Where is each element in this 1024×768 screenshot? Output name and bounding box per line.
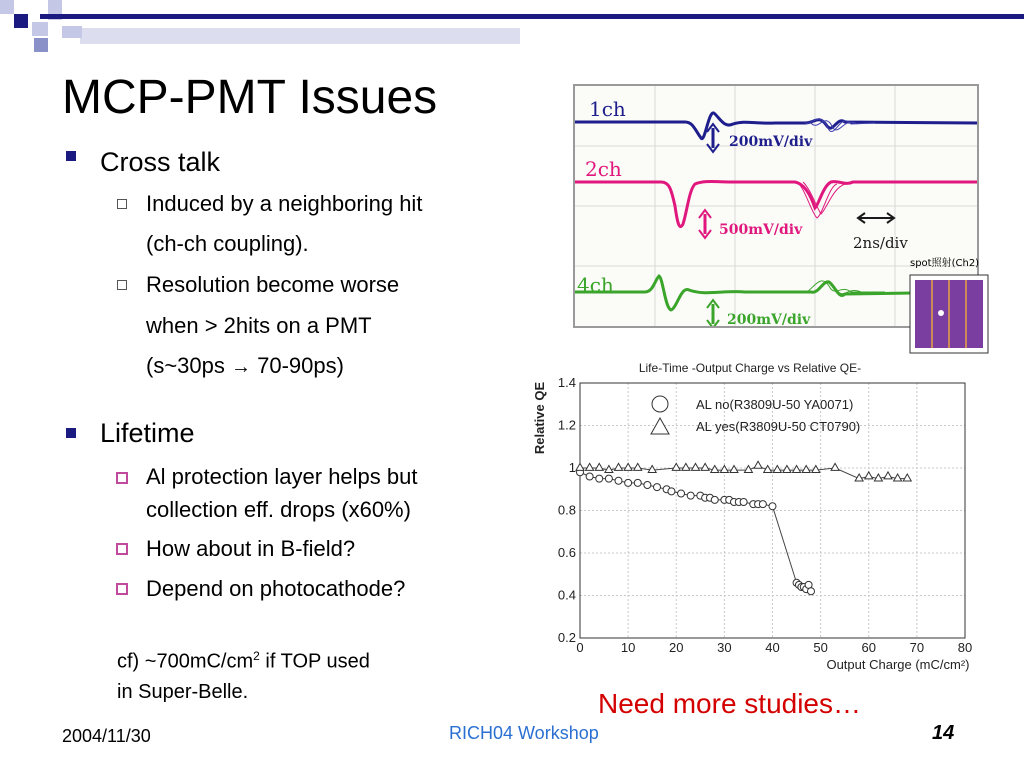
data-point-circle — [605, 475, 612, 482]
x-tick-label: 60 — [861, 640, 876, 655]
data-point-circle — [615, 477, 622, 484]
page-number: 14 — [932, 722, 955, 744]
data-point-triangle — [605, 465, 613, 472]
pink-square-bullet-icon — [116, 543, 128, 555]
data-point-triangle — [692, 463, 700, 470]
sub-bullet: Al protection layer helps but — [62, 461, 512, 493]
y-tick-label: 1.4 — [557, 375, 576, 390]
qe-lifetime-chart — [520, 358, 980, 678]
bullet-cross-talk: Cross talk — [62, 140, 512, 184]
x-axis-label: Output Charge (mC/cm²) — [826, 657, 970, 672]
data-point-triangle — [754, 461, 762, 468]
chart-series — [576, 461, 911, 595]
y-tick-label: 0.4 — [557, 587, 576, 603]
data-point-triangle — [874, 474, 882, 481]
y-tick-label: 1.2 — [557, 417, 576, 433]
data-point-triangle — [720, 465, 728, 472]
bullet-list — [62, 140, 512, 609]
x-tick-label: 30 — [717, 640, 732, 655]
data-point-triangle — [903, 474, 911, 481]
pink-square-bullet-icon — [116, 472, 128, 484]
channel-label: 4ch — [577, 273, 614, 297]
hollow-square-bullet-icon — [117, 280, 127, 290]
scale-arrow-2ch — [699, 210, 711, 238]
data-point-triangle — [894, 474, 902, 481]
data-point-triangle — [793, 465, 801, 472]
footnote: cf) $\sim 700mC/cm^2$ if TOP used in Super-Belle. — [117, 649, 370, 703]
data-point-circle — [644, 482, 651, 489]
x-tick-label: 40 — [765, 640, 780, 655]
data-point-circle — [808, 588, 815, 595]
chart-legend — [651, 396, 860, 434]
y-axis-label: Relative QE — [532, 381, 547, 455]
scale-arrow-4ch — [707, 300, 719, 326]
channel-label: 2ch — [585, 157, 622, 181]
data-point-circle — [634, 479, 641, 486]
x-tick-label: 70 — [909, 640, 925, 655]
header-decoration-band — [80, 28, 520, 44]
data-point-triangle — [783, 465, 791, 472]
need-more-studies-text: Need more studies… — [598, 688, 862, 719]
scale-arrow-1ch — [707, 124, 719, 152]
data-point-triangle — [812, 465, 820, 472]
y-tick-label: 0.8 — [557, 502, 576, 518]
footer-event: RICH04 Workshop — [449, 723, 599, 743]
pink-square-bullet-icon — [116, 583, 128, 595]
square-bullet-icon — [66, 428, 76, 438]
data-point-triangle — [865, 472, 873, 479]
x-tick-label: 20 — [669, 640, 684, 655]
data-point-triangle — [730, 465, 738, 472]
sub-bullet-continuation: (ch-ch coupling). — [146, 231, 309, 256]
header-decoration-square — [0, 0, 14, 14]
data-point-triangle — [595, 463, 603, 470]
header-decoration-square — [32, 22, 48, 36]
right-arrow-icon: → — [231, 356, 251, 378]
scale-label: 200mV/div — [729, 134, 813, 150]
qe-chart-svg — [520, 358, 980, 678]
header-decoration-square — [14, 14, 28, 28]
data-point-circle — [769, 503, 776, 510]
data-point-triangle — [648, 465, 656, 472]
data-point-circle — [596, 475, 603, 482]
scale-label: 500mV/div — [719, 222, 803, 238]
data-point-circle — [687, 492, 694, 499]
data-point-triangle — [586, 463, 594, 470]
sub-bullet-continuation: collection eff. drops (x60%) — [146, 497, 411, 522]
data-point-circle — [711, 496, 718, 503]
data-point-triangle — [624, 463, 632, 470]
data-point-circle — [759, 501, 766, 508]
channel-label: 1ch — [589, 97, 626, 121]
scale-label: 200mV/div — [727, 312, 811, 326]
sub-bullet: Induced by a neighboring hit — [62, 184, 512, 224]
x-tick-label: 0 — [576, 640, 584, 655]
header-decoration-square — [62, 26, 82, 38]
legend-label: AL no(R3809U-50 YA0071) — [696, 397, 854, 412]
header-bar — [40, 14, 1024, 19]
spot-label: spot照射(Ch2) — [910, 258, 980, 269]
square-bullet-icon — [66, 151, 76, 161]
sub-bullet: Resolution become worse — [62, 264, 512, 306]
data-point-triangle — [682, 463, 690, 470]
data-point-triangle — [701, 463, 709, 470]
data-point-triangle — [634, 463, 642, 470]
sub-bullet-continuation: (s~30ps → 70-90ps) — [146, 353, 344, 378]
legend-marker-circle — [652, 396, 668, 412]
hollow-square-bullet-icon — [117, 199, 127, 209]
spot-illumination-inset — [908, 255, 996, 355]
y-tick-label: 0.6 — [557, 545, 576, 560]
data-point-triangle — [802, 465, 810, 472]
data-point-triangle — [672, 463, 680, 470]
y-tick-label: 0.2 — [557, 630, 576, 645]
legend-label: AL yes(R3809U-50 CT0790) — [696, 419, 861, 434]
data-point-triangle — [773, 465, 781, 472]
data-point-triangle — [615, 463, 623, 470]
sub-bullet: Depend on photocathode? — [62, 569, 512, 609]
data-point-circle — [740, 499, 747, 506]
header-decoration-square — [34, 38, 48, 52]
trace-2ch — [575, 182, 977, 227]
sub-bullet: How about in B-field? — [62, 529, 512, 569]
bullet-lifetime: Lifetime — [62, 411, 512, 455]
data-point-triangle — [831, 463, 839, 470]
slide-title: MCP-PMT Issues — [62, 71, 438, 124]
x-tick-label: 50 — [813, 640, 828, 655]
data-point-circle — [625, 479, 632, 486]
timescale-label: 2ns/div — [853, 234, 908, 252]
y-tick-label: 1 — [568, 460, 576, 475]
chart-title: Life-Time -Output Charge vs Relative QE- — [638, 361, 862, 375]
sub-bullet-continuation: when > 2hits on a PMT — [146, 313, 372, 338]
data-point-triangle — [576, 463, 584, 470]
data-point-triangle — [711, 465, 719, 472]
x-tick-label: 10 — [620, 640, 636, 655]
footer-date: 2004/11/30 — [62, 726, 151, 746]
data-point-circle — [586, 473, 593, 480]
data-point-circle — [668, 488, 675, 495]
timescale-arrow — [858, 213, 894, 223]
illumination-spot — [938, 310, 944, 316]
chart-ticks — [558, 375, 972, 655]
series-line — [580, 472, 811, 591]
data-point-triangle — [884, 472, 892, 479]
x-tick-label: 80 — [957, 640, 973, 655]
data-point-circle — [678, 490, 685, 497]
data-point-circle — [654, 484, 661, 491]
